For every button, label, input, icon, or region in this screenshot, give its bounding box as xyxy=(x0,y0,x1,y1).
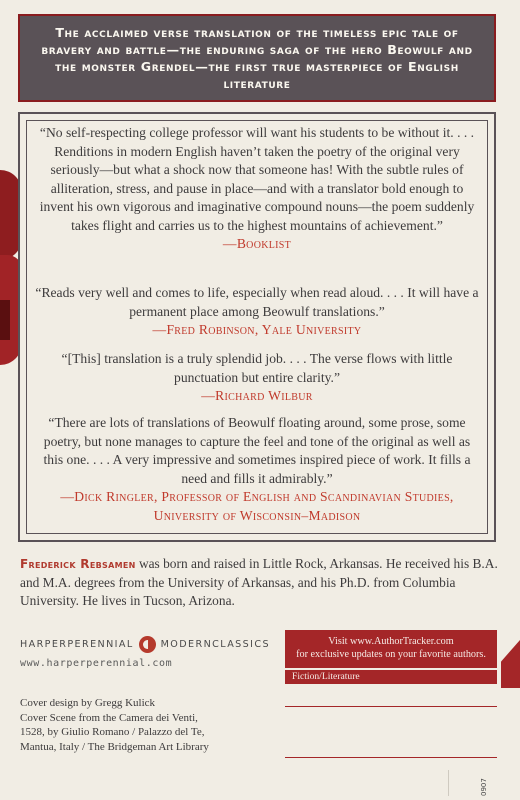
review-quote xyxy=(34,124,480,254)
divider xyxy=(285,757,497,758)
author-tracker-box xyxy=(285,630,497,668)
tagline-text: The acclaimed verse translation of the timeless epic tale of bravery and battle—the enduring saga of the hero Beowulf and the monster Grendel—the first true masterpiece of English literature xyxy=(41,25,473,91)
barcode-area xyxy=(448,770,499,796)
category-label: Fiction/Literature xyxy=(285,670,497,684)
author-bio xyxy=(20,555,500,611)
review-quote xyxy=(34,350,480,406)
cover-art-tab xyxy=(501,640,520,688)
credit-line: Cover design by Gregg Kulick xyxy=(20,697,156,709)
author-name: Frederick Rebsamen xyxy=(20,557,136,571)
quote-text: “[This] translation is a truly splendid job. . . . The verse flows with little punctuation but entire clarity.” xyxy=(61,351,453,385)
publisher-name-left: HARPERPERENNIAL xyxy=(20,639,134,650)
quote-attribution: —Fred Robinson, Yale University xyxy=(152,322,362,337)
publisher-torch-icon xyxy=(139,636,156,653)
credit-line: Cover Scene from the Camera dei Venti, xyxy=(20,711,198,724)
cover-art-fragment xyxy=(0,300,10,340)
tracker-line-2: for exclusive updates on your favorite authors. xyxy=(296,649,486,660)
quote-text: “There are lots of translations of Beowulf floating around, some prose, some poetry, but none manages to capture the feel and tone of the original as well as this one. . . . A very impressive and sometimes inspired piece of work. It fills a need and fills it admirably.” xyxy=(43,415,471,486)
cover-credits xyxy=(20,696,209,754)
divider xyxy=(285,706,497,707)
publisher-logo xyxy=(20,636,270,653)
author-bio-text: was born and raised in Little Rock, Arkansas. He received his B.A. and M.A. degrees from the University of Arkansas, and his Ph.D. from Columbia University. He lives in Tucson, Arizona. xyxy=(20,556,498,608)
quote-text: “Reads very well and comes to life, especially when read aloud. . . . It will have a permanent place among Beowulf translations.” xyxy=(35,285,479,319)
quote-attribution: —Richard Wilbur xyxy=(201,388,313,403)
price-code: 0907 xyxy=(480,778,488,796)
quote-attribution: —Booklist xyxy=(222,236,292,251)
quote-attribution: —Dick Ringler, Professor of English and Scandinavian Studies, University of Wisconsin–Madison xyxy=(60,489,454,523)
review-quote xyxy=(34,414,480,525)
quote-text: “No self-respecting college professor will want his students to be without it. . . . Renditions in modern English haven’t taken the poetry of the original very seriously—but what a shock now that someone has! With the subtle rules of alliteration, stress, and pause in place—and with a translator bold enough to invent his own vigorous and imaginative compound nouns—the poem suddenly takes flight and carries us to the highest mountains of achievement.” xyxy=(39,125,475,233)
publisher-name-right: MODERNCLASSICS xyxy=(160,639,270,650)
tracker-line-1: Visit www.AuthorTracker.com xyxy=(328,636,454,647)
review-quotes-frame xyxy=(18,112,496,542)
publisher-url: www.harperperennial.com xyxy=(20,658,173,669)
tagline-banner xyxy=(18,14,496,102)
credit-line: Mantua, Italy / The Bridgeman Art Library xyxy=(20,740,209,753)
review-quote xyxy=(34,284,480,340)
credit-line: 1528, by Giulio Romano / Palazzo del Te, xyxy=(20,726,205,738)
